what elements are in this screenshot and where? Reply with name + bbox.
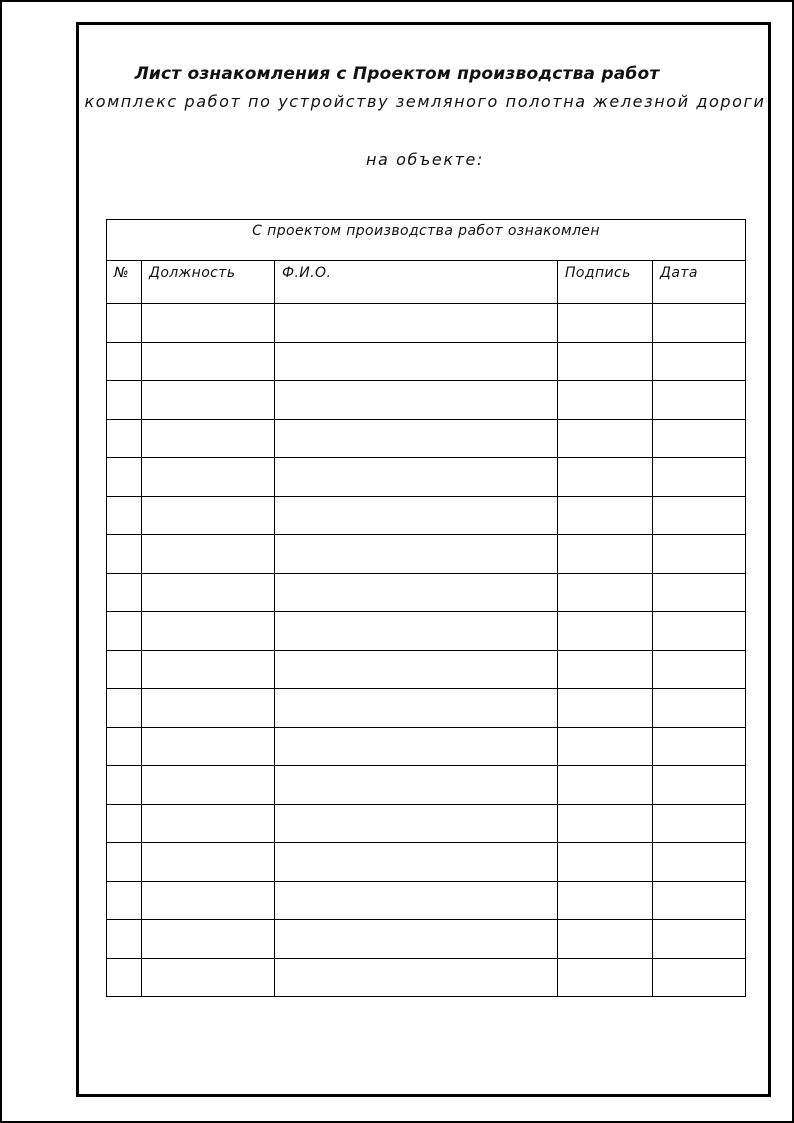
position-cell [142, 496, 275, 535]
signature-cell [558, 342, 653, 381]
date-cell [653, 381, 746, 420]
position-cell [142, 419, 275, 458]
number-cell [107, 612, 142, 651]
table-header-row [107, 261, 746, 304]
signature-cell [558, 804, 653, 843]
full-name-cell [275, 920, 558, 959]
full-name-cell [275, 342, 558, 381]
table-row [107, 573, 746, 612]
table-row [107, 458, 746, 497]
document-title: Лист ознакомления с Проектом производства работ [134, 64, 660, 84]
position-cell [142, 381, 275, 420]
number-cell [107, 381, 142, 420]
position-cell [142, 689, 275, 728]
signature-cell [558, 650, 653, 689]
signature-cell [558, 843, 653, 882]
table-row [107, 958, 746, 997]
date-cell [653, 650, 746, 689]
number-cell [107, 535, 142, 574]
column-header-full-name: Ф.И.О. [275, 261, 558, 304]
date-cell [653, 843, 746, 882]
date-cell [653, 458, 746, 497]
number-cell [107, 727, 142, 766]
date-cell [653, 573, 746, 612]
date-cell [653, 612, 746, 651]
date-cell [653, 304, 746, 343]
signature-cell [558, 727, 653, 766]
number-cell [107, 419, 142, 458]
number-cell [107, 804, 142, 843]
position-cell [142, 458, 275, 497]
position-cell [142, 920, 275, 959]
date-cell [653, 727, 746, 766]
number-cell [107, 342, 142, 381]
table-row [107, 381, 746, 420]
full-name-cell [275, 958, 558, 997]
table-row [107, 881, 746, 920]
signature-cell [558, 419, 653, 458]
table-body [107, 304, 746, 997]
document-subtitle: комплекс работ по устройству земляного полотна железной дороги [84, 92, 766, 111]
position-cell [142, 535, 275, 574]
number-cell [107, 920, 142, 959]
date-cell [653, 496, 746, 535]
signature-cell [558, 381, 653, 420]
position-cell [142, 304, 275, 343]
column-header-signature: Подпись [558, 261, 653, 304]
number-cell [107, 458, 142, 497]
date-cell [653, 419, 746, 458]
number-cell [107, 689, 142, 728]
column-header-position: Должность [142, 261, 275, 304]
table-row [107, 304, 746, 343]
table-row [107, 689, 746, 728]
position-cell [142, 727, 275, 766]
date-cell [653, 958, 746, 997]
date-cell [653, 881, 746, 920]
position-cell [142, 804, 275, 843]
acknowledgment-table [106, 219, 746, 997]
signature-cell [558, 689, 653, 728]
signature-cell [558, 920, 653, 959]
number-cell [107, 881, 142, 920]
number-cell [107, 304, 142, 343]
signature-cell [558, 458, 653, 497]
signature-cell [558, 881, 653, 920]
table-row [107, 419, 746, 458]
full-name-cell [275, 496, 558, 535]
full-name-cell [275, 881, 558, 920]
date-cell [653, 535, 746, 574]
signature-cell [558, 535, 653, 574]
table-caption: С проектом производства работ ознакомлен [107, 220, 746, 261]
date-cell [653, 766, 746, 805]
number-cell [107, 496, 142, 535]
full-name-cell [275, 766, 558, 805]
full-name-cell [275, 727, 558, 766]
signature-cell [558, 496, 653, 535]
table-row [107, 535, 746, 574]
number-cell [107, 573, 142, 612]
date-cell [653, 342, 746, 381]
full-name-cell [275, 535, 558, 574]
position-cell [142, 766, 275, 805]
signature-cell [558, 958, 653, 997]
position-cell [142, 958, 275, 997]
full-name-cell [275, 804, 558, 843]
position-cell [142, 612, 275, 651]
full-name-cell [275, 843, 558, 882]
position-cell [142, 573, 275, 612]
full-name-cell [275, 573, 558, 612]
table-row [107, 843, 746, 882]
full-name-cell [275, 304, 558, 343]
full-name-cell [275, 381, 558, 420]
signature-cell [558, 766, 653, 805]
object-label: на объекте: [366, 150, 484, 169]
table-row [107, 727, 746, 766]
table-row [107, 496, 746, 535]
full-name-cell [275, 612, 558, 651]
position-cell [142, 342, 275, 381]
table-row [107, 804, 746, 843]
full-name-cell [275, 458, 558, 497]
position-cell [142, 843, 275, 882]
signature-cell [558, 304, 653, 343]
date-cell [653, 920, 746, 959]
table-row [107, 650, 746, 689]
position-cell [142, 881, 275, 920]
table-row [107, 766, 746, 805]
table-row [107, 920, 746, 959]
column-header-date: Дата [653, 261, 746, 304]
table-row [107, 612, 746, 651]
column-header-number: № [107, 261, 142, 304]
number-cell [107, 958, 142, 997]
date-cell [653, 804, 746, 843]
full-name-cell [275, 419, 558, 458]
number-cell [107, 650, 142, 689]
table-row [107, 342, 746, 381]
position-cell [142, 650, 275, 689]
full-name-cell [275, 689, 558, 728]
signature-cell [558, 612, 653, 651]
full-name-cell [275, 650, 558, 689]
date-cell [653, 689, 746, 728]
number-cell [107, 766, 142, 805]
number-cell [107, 843, 142, 882]
signature-cell [558, 573, 653, 612]
